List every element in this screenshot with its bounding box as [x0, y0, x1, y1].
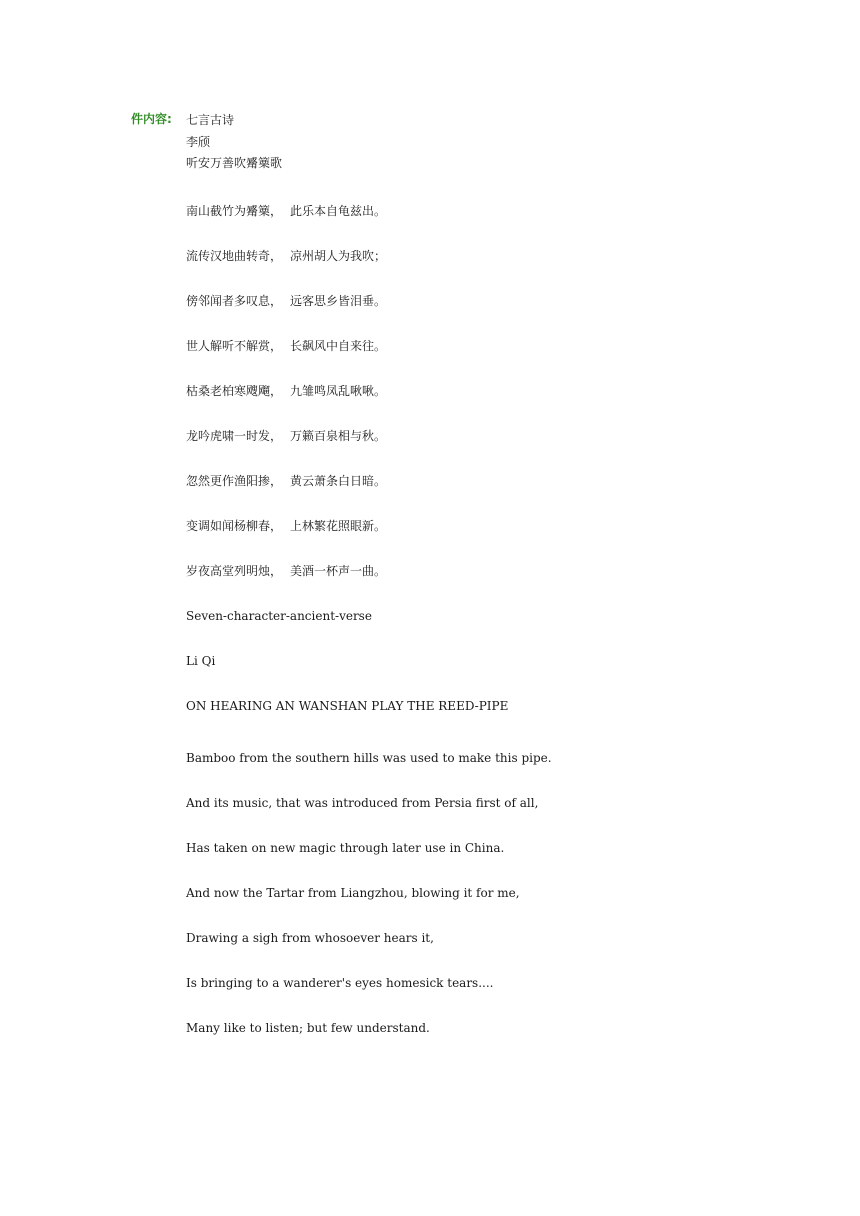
- spacer: [186, 175, 826, 202]
- en-poem-line: Bamboo from the southern hills was used to make this pipe.: [186, 750, 552, 765]
- zh-half-line: 美酒一杯声一曲。: [290, 563, 387, 578]
- spacer: [186, 715, 826, 749]
- en-header: [186, 607, 826, 715]
- zh-half-line: 此乐本自龟兹出。: [290, 203, 387, 218]
- zh-poem-line: [186, 337, 826, 355]
- zh-half-line: 流传汉地曲转奇，: [186, 248, 283, 263]
- zh-poem-line: [186, 382, 826, 400]
- zh-poem-line: [186, 517, 826, 535]
- zh-poem-lines: [186, 202, 826, 580]
- zh-poem-line: [186, 292, 826, 310]
- zh-half-line: 长飙风中自来往。: [290, 338, 387, 353]
- zh-poem-line: [186, 202, 826, 220]
- en-poem-line: Is bringing to a wanderer's eyes homesick tears....: [186, 975, 494, 990]
- zh-half-line: 枯桑老柏寒飕飗，: [186, 383, 283, 398]
- zh-half-line: 变调如闻杨柳春，: [186, 518, 283, 533]
- en-category: Seven-character-ancient-verse: [186, 608, 372, 623]
- en-poem-line: And its music, that was introduced from Persia first of all,: [186, 795, 539, 810]
- zh-half-line: 傍邻闻者多叹息，: [186, 293, 283, 308]
- content-label: 件内容:: [131, 112, 172, 126]
- zh-poem-line: [186, 562, 826, 580]
- zh-half-line: 岁夜高堂列明烛，: [186, 563, 283, 578]
- zh-half-line: 上林繁花照眼新。: [290, 518, 387, 533]
- zh-poem-line: [186, 427, 826, 445]
- en-poem-line: Has taken on new magic through later use in China.: [186, 840, 505, 855]
- zh-half-line: 远客思乡皆泪垂。: [290, 293, 387, 308]
- zh-half-line: 黄云萧条白日暗。: [290, 473, 387, 488]
- zh-half-line: 凉州胡人为我吹；: [290, 248, 387, 263]
- en-author: Li Qi: [186, 653, 216, 668]
- zh-author: 李颀: [186, 134, 211, 149]
- zh-category: 七言古诗: [186, 113, 235, 127]
- en-poem-line: Many like to listen; but few understand.: [186, 1020, 430, 1035]
- en-poem-line: And now the Tartar from Liangzhou, blowing it for me,: [186, 885, 520, 900]
- zh-half-line: 万籁百泉相与秋。: [290, 428, 387, 443]
- zh-title: 听安万善吹觱篥歌: [186, 156, 283, 170]
- spacer: [186, 580, 826, 607]
- zh-poem-line: [186, 472, 826, 490]
- poem-content: [186, 110, 826, 1037]
- zh-half-line: 南山截竹为觱篥，: [186, 203, 283, 218]
- zh-half-line: 世人解听不解赏，: [186, 338, 283, 353]
- zh-half-line: 忽然更作渔阳掺，: [186, 473, 283, 488]
- en-poem-line: Drawing a sigh from whosoever hears it,: [186, 930, 434, 945]
- en-title: ON HEARING AN WANSHAN PLAY THE REED-PIPE: [186, 698, 509, 713]
- en-poem-lines: [186, 749, 826, 1037]
- zh-poem-line: [186, 247, 826, 265]
- zh-half-line: 龙吟虎啸一时发，: [186, 428, 283, 443]
- zh-half-line: 九雏鸣凤乱啾啾。: [290, 383, 387, 398]
